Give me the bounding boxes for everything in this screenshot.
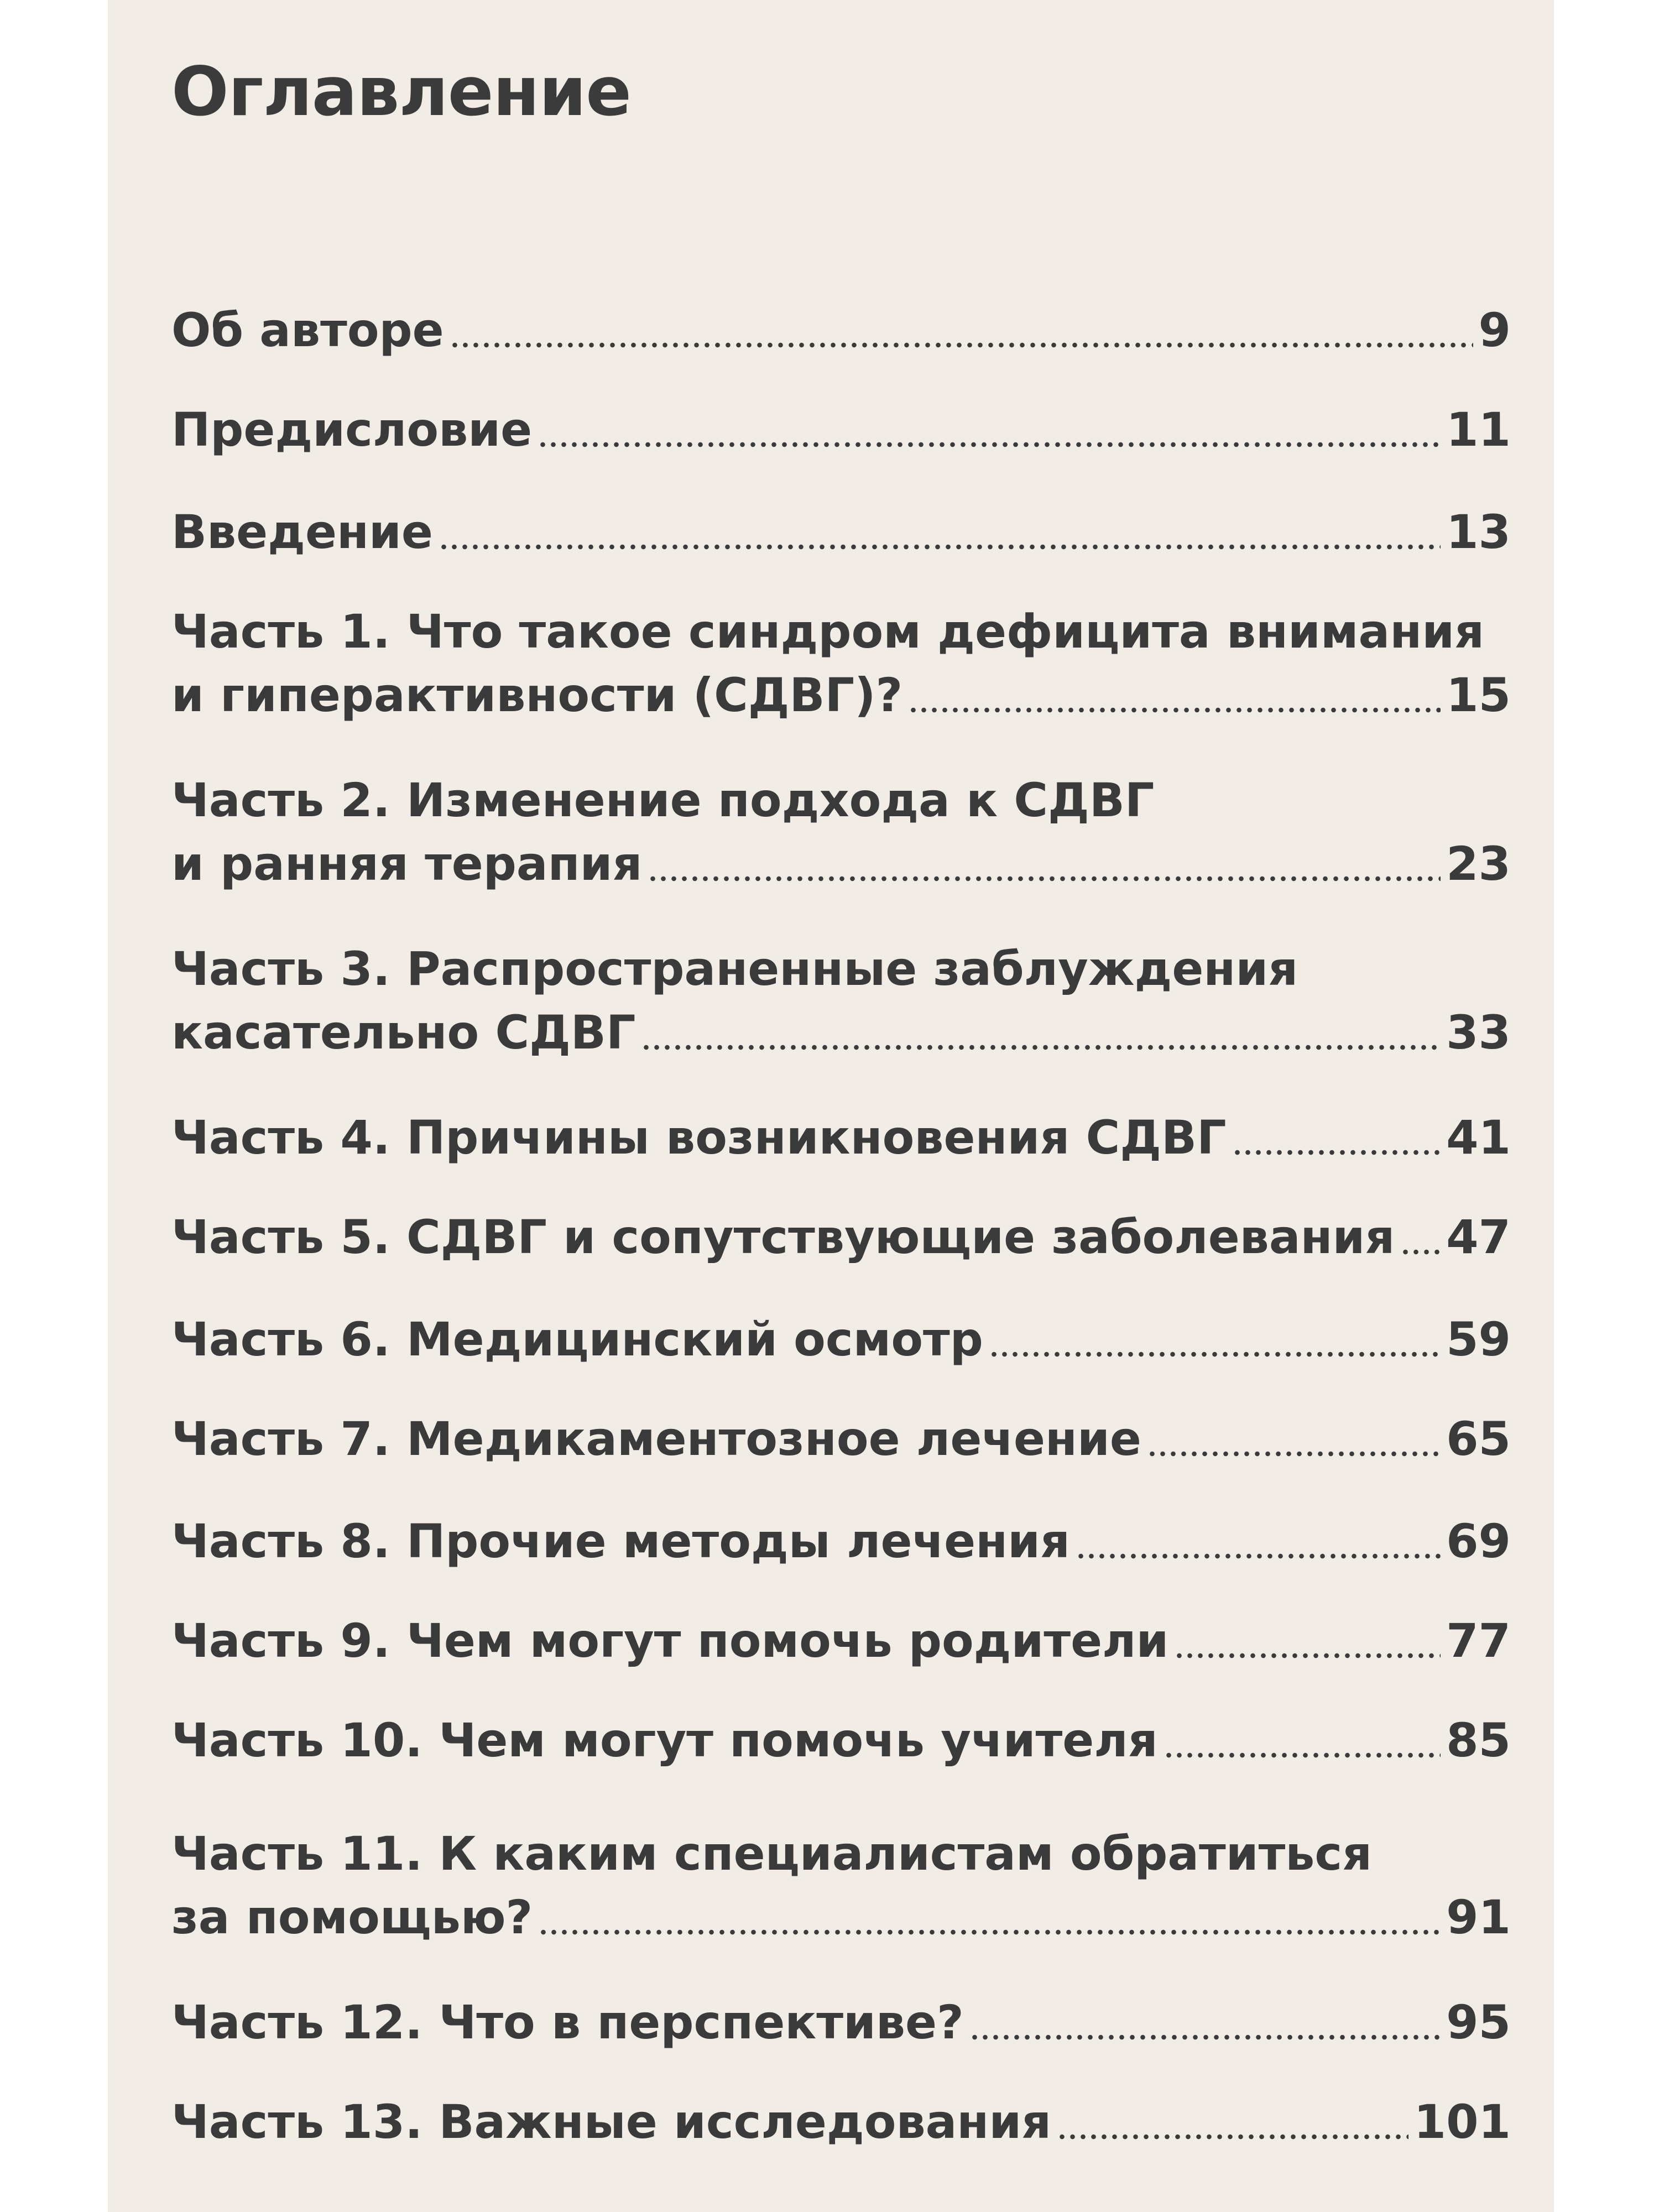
toc-entry-line <box>171 1206 1511 1269</box>
toc-page-number: 85 <box>1446 1713 1511 1767</box>
toc-entry-line <box>171 299 1511 362</box>
toc-entry <box>171 299 1511 362</box>
toc-page-number: 15 <box>1446 668 1511 722</box>
toc-entry <box>171 1407 1511 1471</box>
toc-entry <box>171 500 1511 564</box>
dot-leader <box>1147 1451 1441 1457</box>
toc-page-number: 9 <box>1478 303 1511 357</box>
toc-entry-title: Часть 10. Чем могут помочь учителя <box>171 1713 1158 1767</box>
toc-entry-title: Часть 5. СДВГ и сопутствующие заболевания <box>171 1210 1395 1264</box>
toc-entry <box>171 600 1511 727</box>
dot-leader <box>538 442 1441 447</box>
toc-page-number: 77 <box>1446 1614 1511 1668</box>
dot-leader <box>1400 1249 1441 1255</box>
toc-entry-line <box>171 1609 1511 1673</box>
dot-leader <box>439 544 1441 550</box>
toc-entry-line <box>171 1001 1511 1065</box>
toc-entry <box>171 1991 1511 2054</box>
toc-entry <box>171 1106 1511 1170</box>
dot-leader <box>648 876 1441 881</box>
toc-entry-title: Часть 9. Чем могут помочь родители <box>171 1614 1169 1668</box>
toc-entry <box>171 1308 1511 1371</box>
toc-entry-title-line: Часть 2. Изменение подхода к СДВГ <box>171 773 1155 827</box>
toc-entry-title: Часть 4. Причины возникновения СДВГ <box>171 1110 1227 1165</box>
toc-entry-title: касательно СДВГ <box>171 1005 636 1060</box>
page-title: Оглавление <box>171 53 631 131</box>
dot-leader <box>450 342 1473 348</box>
toc-entry-title: Часть 12. Что в перспективе? <box>171 1995 964 2049</box>
toc-entry-line <box>171 1308 1511 1371</box>
dot-leader <box>538 1929 1441 1935</box>
toc-entry-line <box>171 2090 1511 2154</box>
toc-entry <box>171 1609 1511 1673</box>
toc-entry <box>171 1510 1511 1573</box>
toc-page-number: 65 <box>1446 1412 1511 1466</box>
toc-entry-line <box>171 1991 1511 2054</box>
toc-page-number: 11 <box>1446 403 1511 457</box>
toc-page-number: 59 <box>1446 1312 1511 1366</box>
toc-page-number: 13 <box>1446 505 1511 559</box>
toc-page-number: 47 <box>1446 1210 1511 1264</box>
toc-page-number: 23 <box>1446 837 1511 891</box>
toc-entry-title: за помощью? <box>171 1890 533 1944</box>
toc-page-number: 33 <box>1446 1005 1511 1060</box>
dot-leader <box>1232 1150 1441 1155</box>
dot-leader <box>1174 1653 1441 1658</box>
toc-entry-line <box>171 500 1511 564</box>
table-of-contents <box>171 0 1511 2212</box>
toc-entry <box>171 937 1511 1065</box>
toc-entry-title: Часть 6. Медицинский осмотр <box>171 1312 983 1366</box>
toc-entry-title: Об авторе <box>171 303 444 357</box>
toc-entry <box>171 2090 1511 2154</box>
toc-entry-line <box>171 832 1511 896</box>
book-page <box>108 0 1554 2212</box>
toc-entry-title: Часть 7. Медикаментозное лечение <box>171 1412 1141 1466</box>
toc-entry-line <box>171 664 1511 727</box>
toc-entry-title: Часть 13. Важные исследования <box>171 2095 1052 2149</box>
toc-entry-line <box>171 1106 1511 1170</box>
toc-entry-title: Часть 8. Прочие методы лечения <box>171 1514 1070 1568</box>
toc-page-number: 101 <box>1413 2095 1511 2149</box>
toc-entry-line <box>171 1886 1511 1949</box>
dot-leader <box>908 707 1441 713</box>
toc-page-number: 91 <box>1446 1890 1511 1944</box>
toc-entry-title-line: Часть 1. Что такое синдром дефицита внимания <box>171 604 1485 659</box>
dot-leader <box>1057 2134 1408 2140</box>
toc-entry <box>171 1206 1511 1269</box>
dot-leader <box>969 2034 1441 2040</box>
dot-leader <box>1076 1553 1441 1559</box>
toc-page-number: 41 <box>1446 1110 1511 1165</box>
toc-entry-line <box>171 1709 1511 1772</box>
toc-entry-line <box>171 398 1511 462</box>
dot-leader <box>641 1045 1441 1050</box>
toc-entry-line <box>171 1407 1511 1471</box>
toc-entry <box>171 1709 1511 1772</box>
toc-entry-title: и гиперактивности (СДВГ)? <box>171 668 903 722</box>
toc-entry-title: и ранняя терапия <box>171 837 643 891</box>
toc-entry-title: Введение <box>171 505 433 559</box>
toc-entry <box>171 769 1511 896</box>
toc-entry-title-line: Часть 11. К каким специалистам обратиться <box>171 1827 1373 1881</box>
toc-page-number: 95 <box>1446 1995 1511 2049</box>
toc-entry-title-line: Часть 3. Распространенные заблуждения <box>171 942 1298 996</box>
toc-entry-line <box>171 1510 1511 1573</box>
toc-entry-title: Предисловие <box>171 403 533 457</box>
toc-entry <box>171 1822 1511 1949</box>
dot-leader <box>1164 1752 1441 1758</box>
toc-entry <box>171 398 1511 462</box>
dot-leader <box>989 1352 1441 1357</box>
toc-page-number: 69 <box>1446 1514 1511 1568</box>
